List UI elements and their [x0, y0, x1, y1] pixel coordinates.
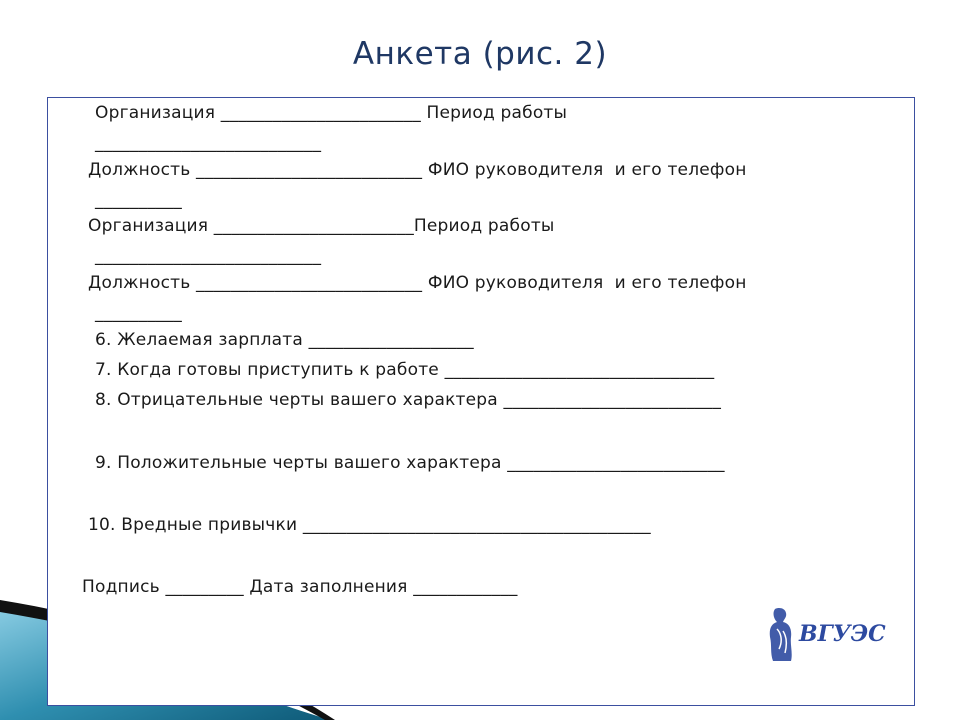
form-line-positive-traits: 9. Положительные черты вашего характера _________________________	[95, 453, 725, 473]
logo-text: ВГУЭС	[799, 621, 886, 647]
form-line-phone-1-blank: __________	[95, 190, 182, 210]
form-line-negative-traits: 8. Отрицательные черты вашего характера _________________________	[95, 390, 722, 410]
form-line-period-2-blank: __________________________	[95, 246, 322, 266]
form-line-bad-habits: 10. Вредные привычки ________________________________________	[88, 515, 651, 535]
page-title: Анкета (рис. 2)	[352, 36, 608, 72]
form-line-start-date: 7. Когда готовы приступить к работе _______________________________	[95, 360, 715, 380]
form-line-salary: 6. Желаемая зарплата ___________________	[95, 330, 474, 350]
form-line-organization-2: Организация _______________________Период работы	[88, 216, 555, 236]
form-line-signature-date: Подпись _________ Дата заполнения ____________	[82, 577, 518, 597]
vgues-logo-icon	[765, 605, 900, 667]
form-line-phone-2-blank: __________	[95, 303, 182, 323]
form-line-period-1-blank: __________________________	[95, 133, 322, 153]
form-line-position-1: Должность __________________________ ФИО руководителя и его телефон	[88, 160, 747, 180]
form-line-organization-1: Организация _______________________ Период работы	[95, 103, 568, 123]
form-line-position-2: Должность __________________________ ФИО руководителя и его телефон	[88, 273, 747, 293]
